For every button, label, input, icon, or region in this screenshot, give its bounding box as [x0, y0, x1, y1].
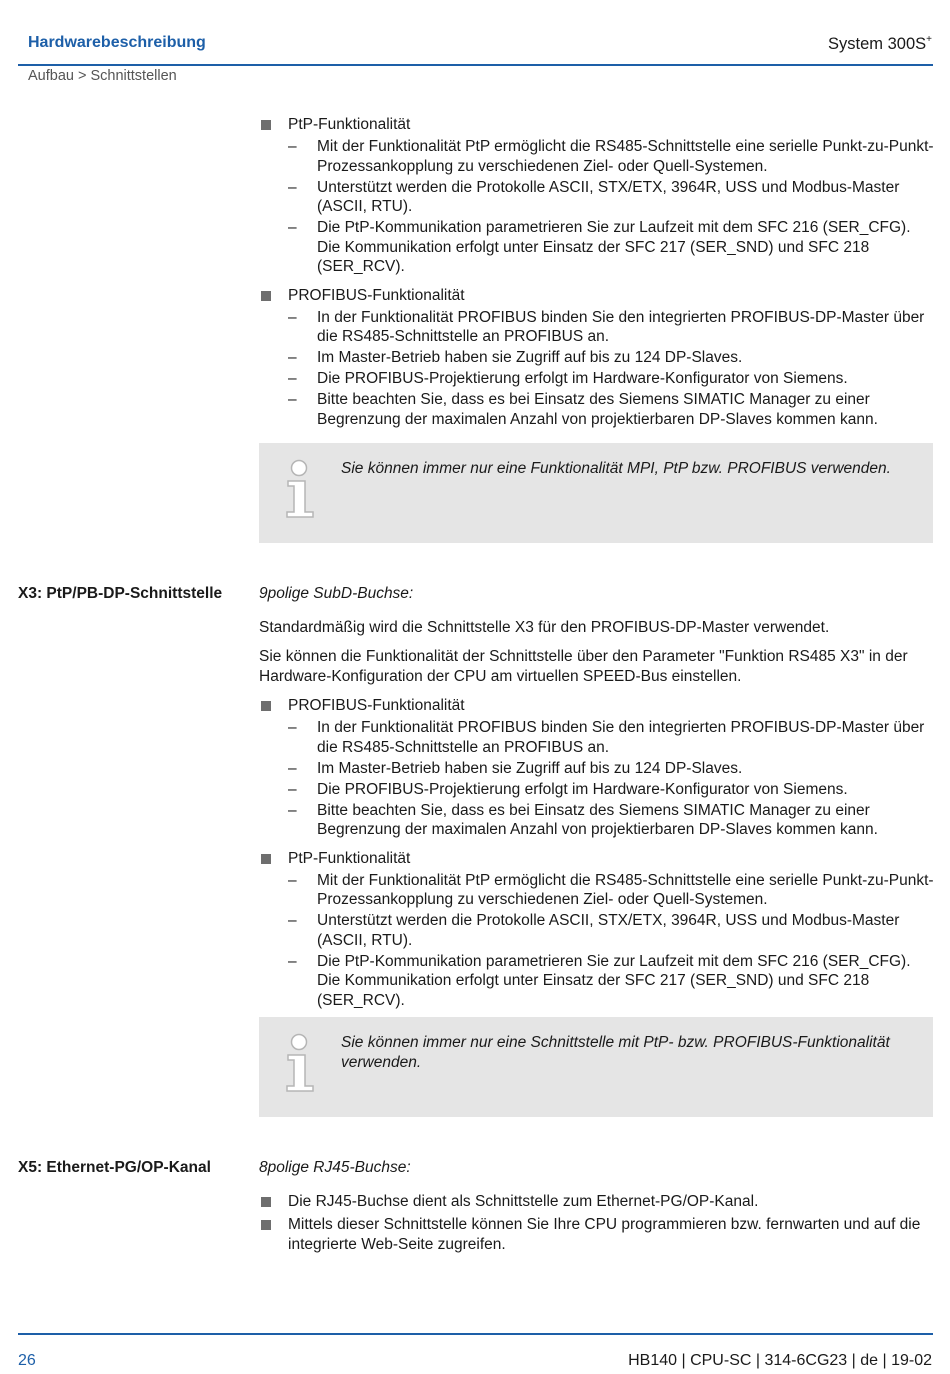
header-rule [18, 64, 933, 66]
sub-item: – Bitte beachten Sie, dass es bei Einsatz des Siemens SIMATIC Manager zu einer Begrenzung der maximalen Anzahl von projektierbaren DP-Slaves kommen kann. [288, 801, 935, 840]
x3-heading: X3: PtP/PB-DP-Schnittstelle [18, 585, 223, 602]
sub-item: – Bitte beachten Sie, dass es bei Einsatz des Siemens SIMATIC Manager zu einer Begrenzung der maximalen Anzahl von projektierbaren DP-Slaves kommen kann. [288, 390, 935, 429]
info-icon [283, 1031, 319, 1095]
x5-list [259, 1192, 935, 1255]
list-item [259, 286, 935, 430]
info-note [259, 1017, 933, 1117]
x5-connector: 8polige RJ45-Buchse: [259, 1159, 411, 1176]
sub-item: – Unterstützt werden die Protokolle ASCII, STX/ETX, 3964R, USS und Modbus-Master (ASCII, RTU). [288, 911, 935, 950]
x3-para2: Sie können die Funktionalität der Schnittstelle über den Parameter "Funktion RS485 X3" in der Hardware-Konfiguration der CPU am virtuellen SPEED-Bus einstellen. [259, 648, 908, 685]
footer-rule [18, 1333, 933, 1335]
sub-list [288, 718, 935, 840]
sub-list [288, 137, 935, 277]
document-id: HB140 | CPU-SC | 314-6CG23 | de | 19-02 [628, 1352, 932, 1369]
note-text: Sie können immer nur eine Funktionalität MPI, PtP bzw. PROFIBUS verwenden. [341, 460, 891, 477]
x3-list [259, 696, 935, 1010]
list-item [259, 115, 935, 277]
info-icon [283, 457, 319, 521]
bullet-title: PtP-Funktionalität [288, 116, 411, 133]
product-superscript: + [926, 34, 932, 45]
sub-item: – Die PROFIBUS-Projektierung erfolgt im Hardware-Konfigurator von Siemens. [288, 369, 935, 389]
sub-list [288, 308, 935, 430]
product-name: System 300S [828, 35, 927, 53]
list-item [259, 696, 935, 840]
breadcrumb: Aufbau > Schnittstellen [28, 68, 177, 84]
sub-item: – Mit der Funktionalität PtP ermöglicht die RS485-Schnittstelle eine serielle Punkt-zu-Punkt-Prozessankopplung zu verschiedenen Ziel- oder Quell-Systemen. [288, 137, 935, 176]
sub-item: – Die PtP-Kommunikation parametrieren Sie zur Laufzeit mit dem SFC 216 (SER_CFG). Die Kommunikation erfolgt unter Einsatz der SFC 217 (SER_SND) und SFC 218 (SER_RCV). [288, 218, 935, 277]
page-number: 26 [18, 1352, 36, 1369]
sub-item: – Die PtP-Kommunikation parametrieren Sie zur Laufzeit mit dem SFC 216 (SER_CFG). Die Kommunikation erfolgt unter Einsatz der SFC 217 (SER_SND) und SFC 218 (SER_RCV). [288, 952, 935, 1011]
list-item: Die RJ45-Buchse dient als Schnittstelle zum Ethernet-PG/OP-Kanal. [259, 1192, 935, 1212]
info-note [259, 443, 933, 543]
sub-item: – In der Funktionalität PROFIBUS binden Sie den integrierten PROFIBUS-DP-Master über die RS485-Schnittstelle an PROFIBUS an. [288, 718, 935, 757]
sub-item: – Unterstützt werden die Protokolle ASCII, STX/ETX, 3964R, USS und Modbus-Master (ASCII, RTU). [288, 178, 935, 217]
block1-content [259, 115, 935, 438]
product-title [828, 34, 932, 54]
x5-content [259, 1158, 935, 1258]
sub-item: – In der Funktionalität PROFIBUS binden Sie den integrierten PROFIBUS-DP-Master über die RS485-Schnittstelle an PROFIBUS an. [288, 308, 935, 347]
block1-list [259, 115, 935, 429]
sub-list [288, 871, 935, 1011]
note-text: Sie können immer nur eine Schnittstelle mit PtP- bzw. PROFIBUS-Funktionalität verwenden. [341, 1034, 890, 1071]
bullet-title: PtP-Funktionalität [288, 849, 411, 867]
bullet-title: PROFIBUS-Funktionalität [288, 286, 465, 304]
x3-content [259, 584, 935, 1019]
list-item: Mittels dieser Schnittstelle können Sie Ihre CPU programmieren bzw. fernwarten und auf die integrierte Web-Seite zugreifen. [259, 1215, 935, 1255]
sub-item: – Im Master-Betrieb haben sie Zugriff auf bis zu 124 DP-Slaves. [288, 348, 935, 368]
x3-connector: 9polige SubD-Buchse: [259, 585, 414, 602]
x5-heading: X5: Ethernet-PG/OP-Kanal [18, 1159, 211, 1176]
sub-item: – Die PROFIBUS-Projektierung erfolgt im Hardware-Konfigurator von Siemens. [288, 780, 935, 800]
sub-item: – Mit der Funktionalität PtP ermöglicht die RS485-Schnittstelle eine serielle Punkt-zu-Punkt-Prozessankopplung zu verschiedenen Ziel- oder Quell-Systemen. [288, 871, 935, 910]
x3-para1: Standardmäßig wird die Schnittstelle X3 für den PROFIBUS-DP-Master verwendet. [259, 618, 830, 636]
list-item [259, 849, 935, 1011]
sub-item: – Im Master-Betrieb haben sie Zugriff auf bis zu 124 DP-Slaves. [288, 759, 935, 779]
section-title: Hardwarebeschreibung [28, 34, 206, 51]
bullet-title: PROFIBUS-Funktionalität [288, 697, 465, 714]
